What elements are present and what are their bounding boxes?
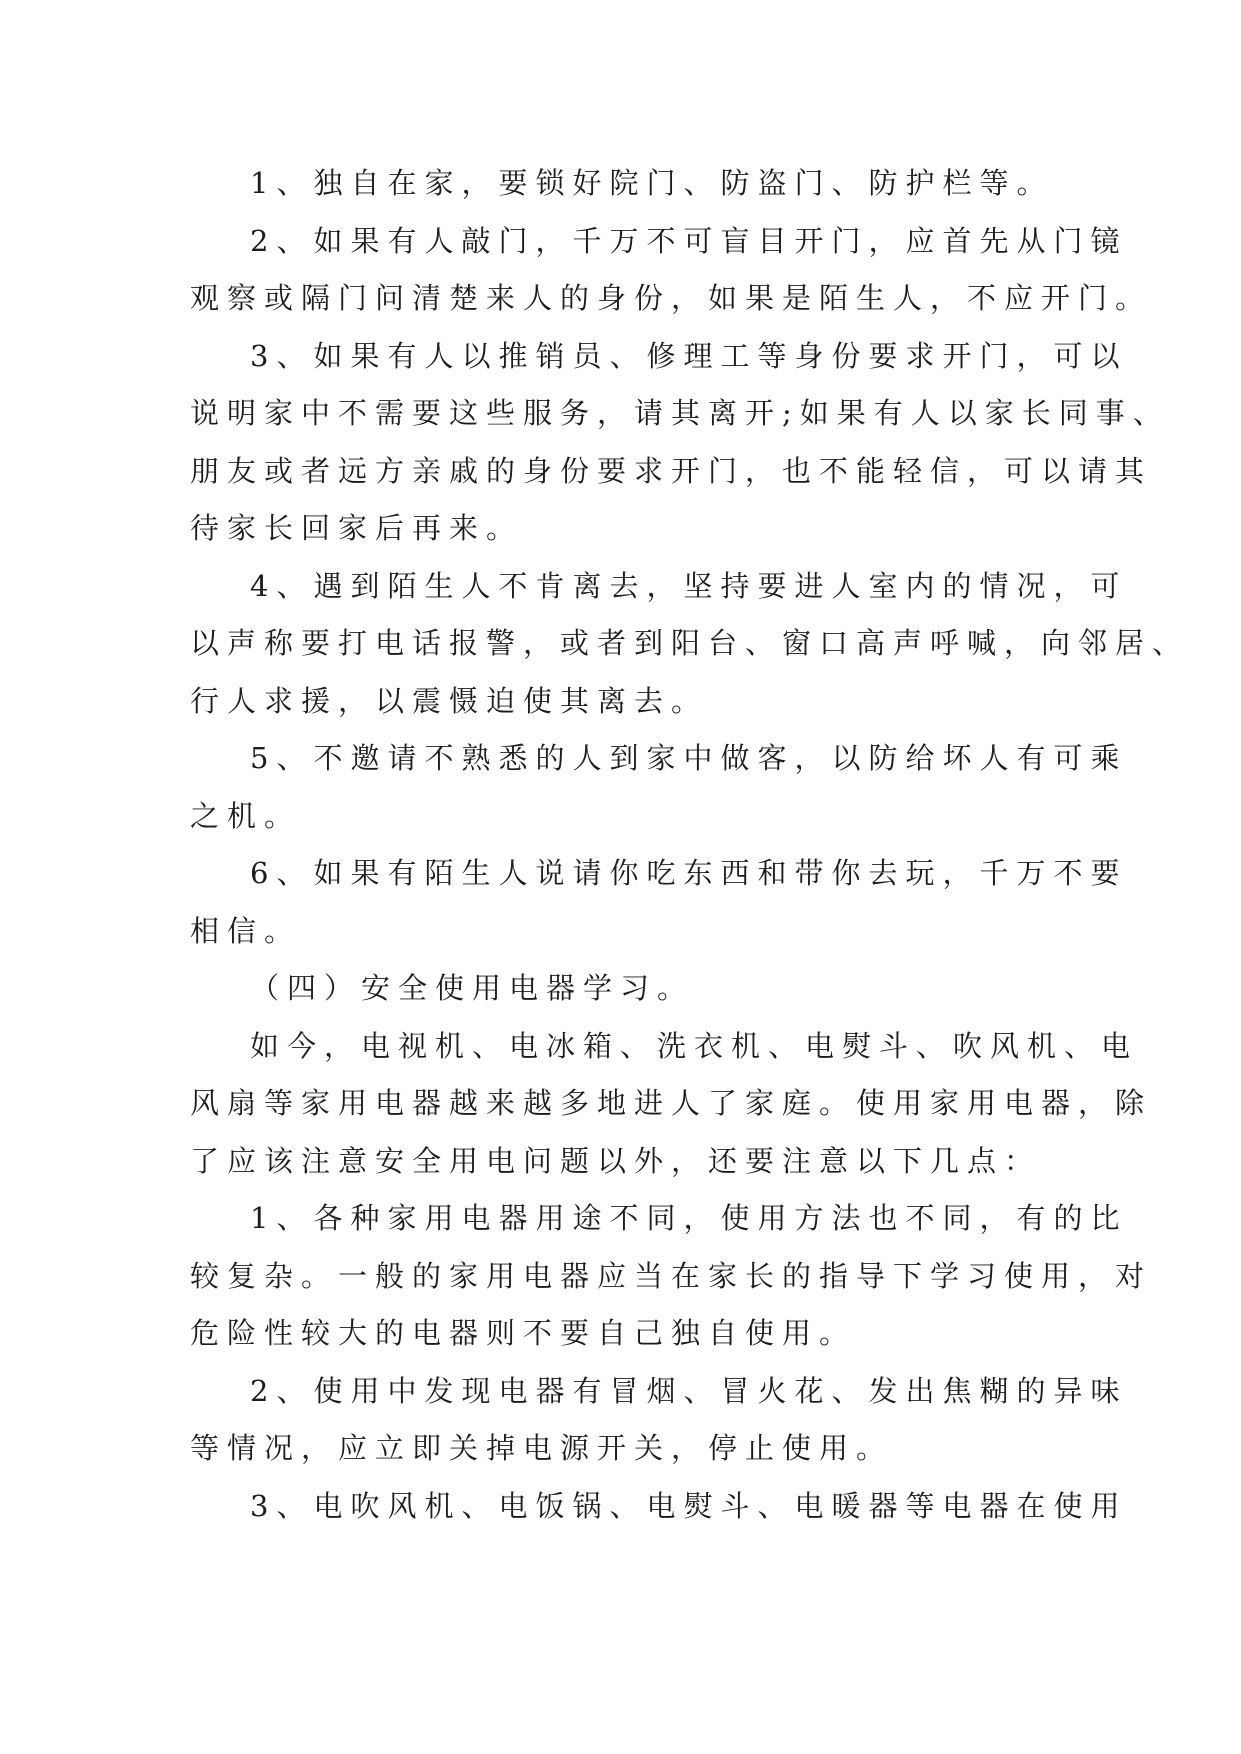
text-line: 之机。 [190,798,302,833]
text-line: 4、遇到陌生人不肯离去，坚持要进人室内的情况，可 [250,568,1128,603]
text-line: 行人求援，以震慑迫使其离去。 [190,683,709,718]
text-line: 了应该注意安全用电问题以外，还要注意以下几点： [190,1143,1042,1178]
text-line: 相信。 [190,913,302,948]
section-heading: （四）安全使用电器学习。 [250,971,695,1005]
text-line: 朋友或者远方亲戚的身份要求开门，也不能轻信，可以请其 [190,453,1153,488]
text-line: 如今，电视机、电冰箱、洗衣机、电熨斗、吹风机、电 [250,1028,1139,1063]
text-line: 1、各种家用电器用途不同，使用方法也不同，有的比 [250,1201,1128,1235]
text-line: 5、不邀请不熟悉的人到家中做客，以防给坏人有可乘 [250,741,1128,775]
text-line: 6、如果有陌生人说请你吃东西和带你去玩，千万不要 [250,856,1128,890]
text-line: 1、独自在家，要锁好院门、防盗门、防护栏等。 [250,166,1054,200]
text-line: 观察或隔门问清楚来人的身份，如果是陌生人，不应开门。 [190,281,1153,315]
text-line: 3、如果有人以推销员、修理工等身份要求开门，可以 [250,338,1128,373]
text-line: 2、如果有人敲门，千万不可盲目开门，应首先从门镜 [250,223,1128,258]
text-line: 以声称要打电话报警，或者到阳台、窗口高声呼喊，向邻居、 [190,626,1190,660]
text-line: 3、电吹风机、电饭锅、电熨斗、电暖器等电器在使用 [250,1488,1128,1523]
text-line: 较复杂。一般的家用电器应当在家长的指导下学习使用，对 [190,1258,1153,1293]
text-line: 说明家中不需要这些服务，请其离开;如果有人以家长同事、 [190,396,1170,430]
text-line: 2、使用中发现电器有冒烟、冒火花、发出焦糊的异味 [250,1373,1128,1408]
text-line: 等情况，应立即关掉电源开关，停止使用。 [190,1431,894,1465]
text-line: 危险性较大的电器则不要自己独自使用。 [190,1316,857,1350]
text-line: 待家长回家后再来。 [190,511,524,545]
document-body [190,155,1190,1535]
text-line: 风扇等家用电器越来越多地进人了家庭。使用家用电器，除 [190,1086,1153,1120]
